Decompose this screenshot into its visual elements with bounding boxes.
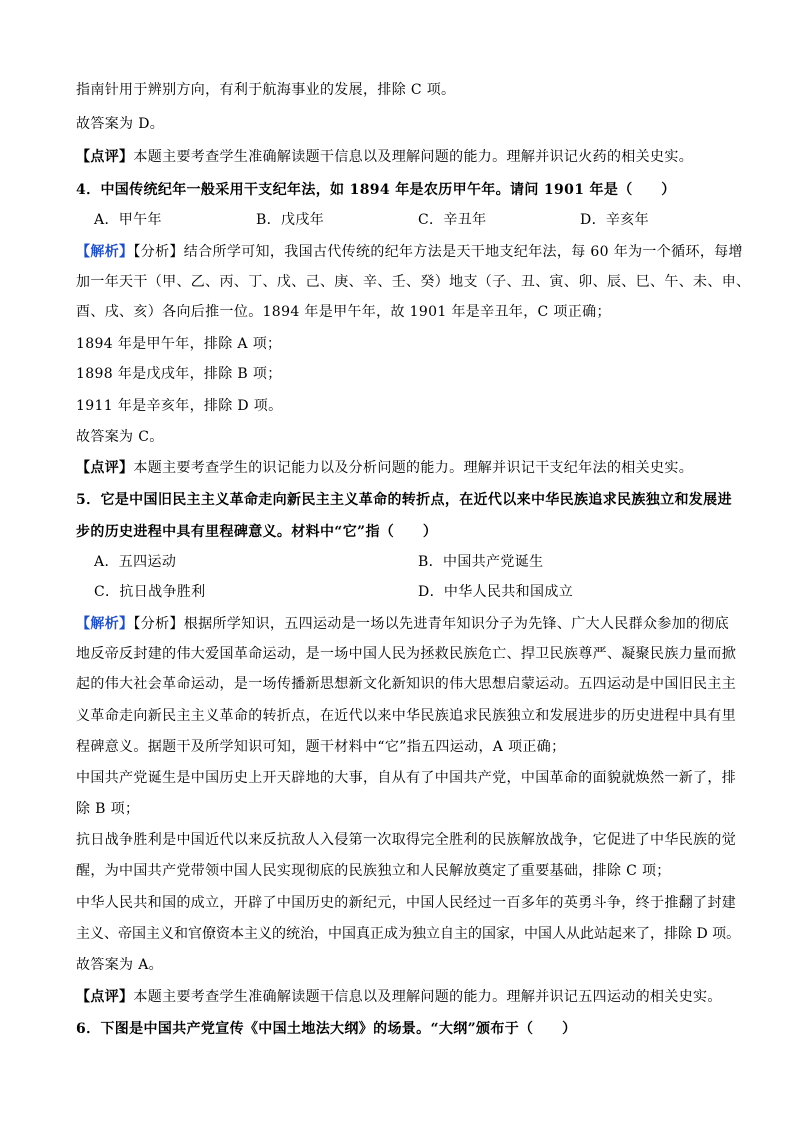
- q4-analysis-line: 1911 年是辛亥年，排除 D 项。: [76, 398, 283, 414]
- review-line: [76, 147, 693, 167]
- q5-option-a: A．五四运动: [94, 554, 177, 570]
- question-4-stem: 4．中国传统纪年一般采用干支纪年法，如 1894 年是农历甲午年。请问 1901 年是（ ）: [76, 182, 676, 198]
- q4-option-c: C．辛丑年: [418, 212, 487, 228]
- q5-analysis-line: [76, 614, 729, 634]
- text-line: 指南针用于辨别方向，有利于航海事业的发展，排除 C 项。: [76, 82, 456, 98]
- review-text: 本题主要考查学生准确解读题干信息以及理解问题的能力。理解并识记火药的相关史实。: [133, 149, 694, 165]
- q4-analysis-line: [76, 242, 743, 262]
- review-text: 本题主要考查学生准确解读题干信息以及理解问题的能力。理解并识记五四运动的相关史实。: [133, 989, 722, 1005]
- analysis-tag: 【解析】: [76, 244, 134, 260]
- q4-answer-line: 故答案为 C。: [76, 429, 164, 445]
- review-tag: 【点评】: [76, 460, 134, 476]
- q5-analysis-line: 抗日战争胜利是中国近代以来反抗敌人入侵第一次取得完全胜利的民族解放战争，它促进了中华民族的觉: [76, 832, 737, 848]
- analysis-tag: 【解析】: [76, 616, 134, 632]
- q4-analysis-line: 1894 年是甲午年，排除 A 项；: [76, 336, 282, 352]
- review-tag: 【点评】: [76, 989, 134, 1005]
- q4-option-a: A．甲午年: [94, 212, 162, 228]
- q5-option-b: B．中国共产党诞生: [418, 554, 544, 570]
- q4-analysis-line: 加一年天干（甲、乙、丙、丁、戊、己、庚、辛、壬、癸）地支（子、丑、寅、卯、辰、巳、午、未、申、: [76, 274, 751, 290]
- q5-analysis-line: 起的伟大社会革命运动，是一场传播新思想新文化新知识的伟大思想启蒙运动。五四运动是中国旧民主主: [76, 676, 737, 692]
- review-tag: 【点评】: [76, 149, 134, 165]
- q5-analysis-line: 中国共产党诞生是中国历史上开天辟地的大事，自从有了中国共产党，中国革命的面貌就焕然一新了，排: [76, 770, 737, 786]
- q4-analysis-line: 1898 年是戊戌年，排除 B 项；: [76, 366, 282, 382]
- q5-analysis-line: 醒，为中国共产党带领中国人民实现彻底的民族独立和人民解放奠定了重要基础，排除 C 项；: [76, 863, 671, 879]
- q4-analysis-line: 酉、戌、亥）各向后推一位。1894 年是甲午年，故 1901 年是辛丑年，C 项正确；: [76, 304, 611, 320]
- q5-analysis-line: 义革命走向新民主主义革命的转折点，在近代以来中华民族追求民族独立和发展进步的历史进程中具有里: [76, 708, 737, 724]
- q4-option-b: B．戊戌年: [256, 212, 325, 228]
- question-5-stem: 5．它是中国旧民主主义革命走向新民主主义革命的转折点，在近代以来中华民族追求民族独立和发展进: [76, 492, 732, 508]
- q5-review-line: [76, 987, 722, 1007]
- q4-option-d: D．辛亥年: [580, 212, 649, 228]
- q5-answer-line: 故答案为 A。: [76, 957, 164, 973]
- analysis-text: 【分析】结合所学可知，我国古代传统的纪年方法是天干地支纪年法，每 60 年为一个循环，每增: [133, 244, 743, 260]
- analysis-text: 【分析】根据所学知识，五四运动是一场以先进青年知识分子为先锋、广大人民群众参加的彻底: [133, 616, 730, 632]
- q5-option-d: D．中华人民共和国成立: [418, 584, 574, 600]
- answer-line: 故答案为 D。: [76, 116, 165, 132]
- q5-analysis-line: 主义、帝国主义和官僚资本主义的统治，中国真正成为独立自主的国家，中国人从此站起来了，排除 D 项。: [76, 926, 741, 942]
- question-5-stem: 步的历史进程中具有里程碑意义。材料中“它”指（ ）: [76, 524, 438, 540]
- question-6-stem: 6．下图是中国共产党宣传《中国土地法大纲》的场景。“大纲”颁布于（ ）: [76, 1021, 577, 1037]
- review-text: 本题主要考查学生的识记能力以及分析问题的能力。理解并识记干支纪年法的相关史实。: [133, 460, 694, 476]
- q4-review-line: [76, 458, 693, 478]
- q5-analysis-line: 程碑意义。据题干及所学知识可知，题干材料中“它”指五四运动，A 项正确；: [76, 739, 566, 755]
- q5-analysis-line: 中华人民共和国的成立，开辟了中国历史的新纪元，中国人民经过一百多年的英勇斗争，终于推翻了封建: [76, 895, 737, 911]
- q5-analysis-line: 除 B 项；: [76, 801, 140, 817]
- q5-analysis-line: 地反帝反封建的伟大爱国革命运动，是一场中国人民为拯救民族危亡、捍卫民族尊严、凝聚民族力量而掀: [76, 646, 737, 662]
- q5-option-c: C．抗日战争胜利: [94, 584, 206, 600]
